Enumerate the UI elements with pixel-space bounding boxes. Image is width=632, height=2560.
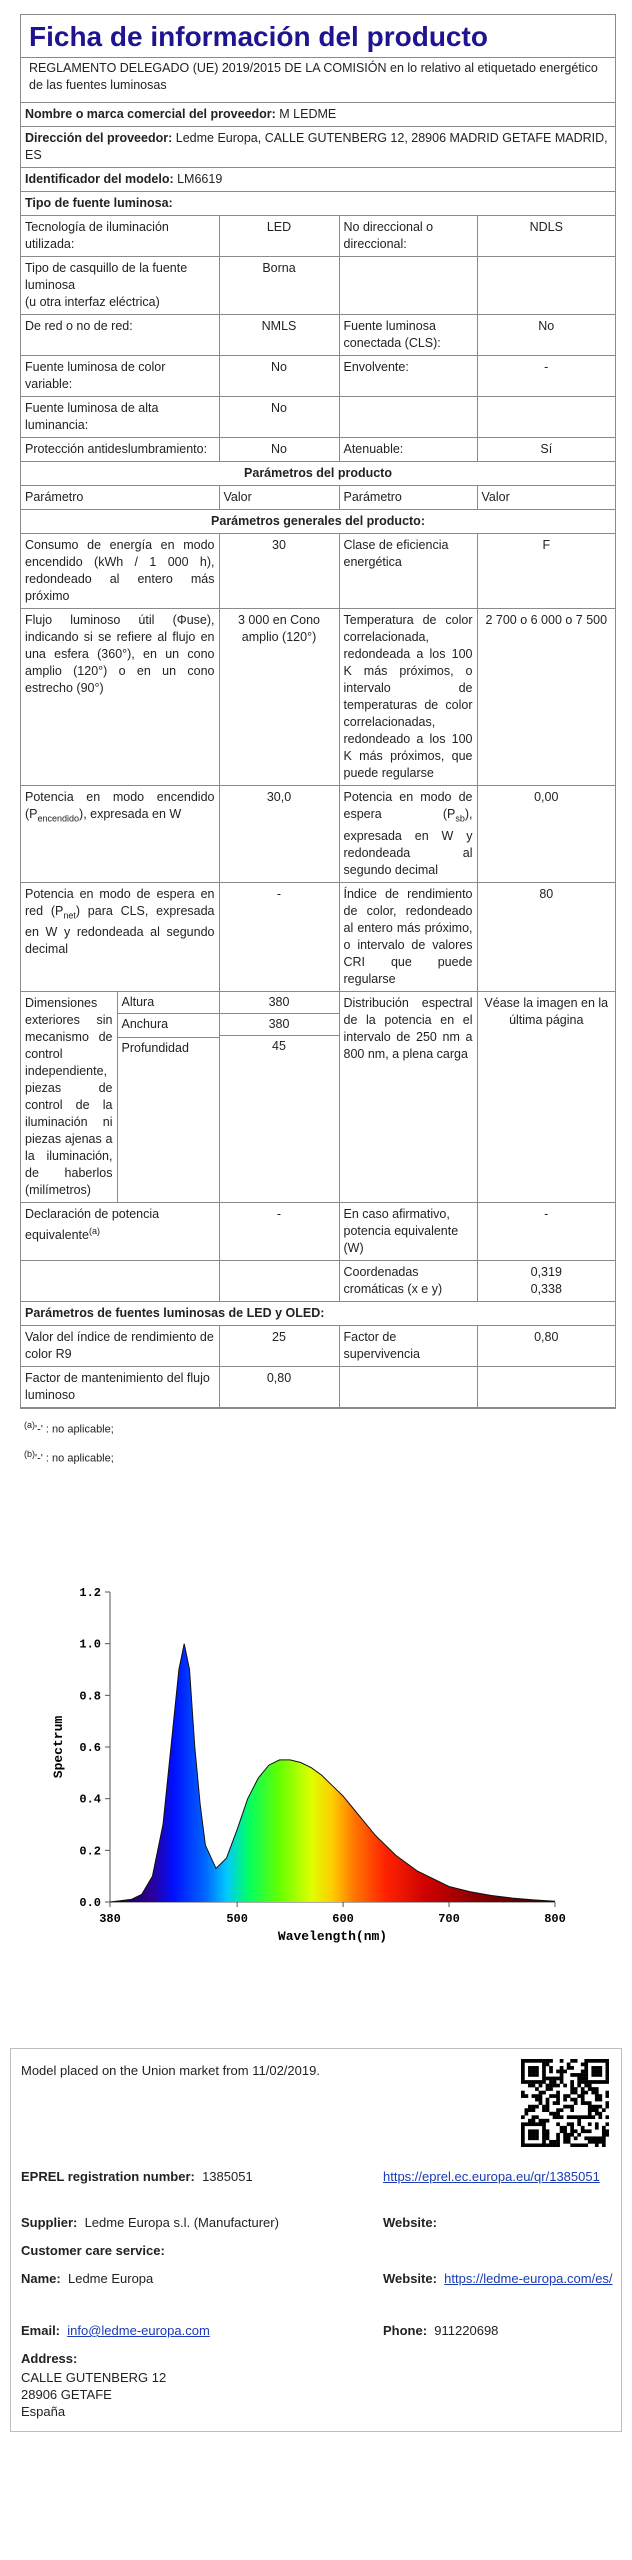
flujo-label: Flujo luminoso útil (Φuse), indicando si se refiere al flujo en una esfera (360°), en un cono amplio (120°) o en un cono estrecho (90°) [21, 609, 219, 786]
eprel-label: EPREL registration number: [21, 2169, 195, 2184]
table-row [21, 257, 615, 315]
params-header: Parámetros del producto [21, 462, 615, 486]
address-row [21, 127, 615, 168]
source-v1-3: No [219, 356, 339, 397]
table-row [21, 991, 615, 1202]
r9-label: Valor del índice de rendimiento de color R9 [21, 1325, 219, 1366]
care-label: Customer care service: [21, 2243, 165, 2258]
y-tick-label: 0.2 [79, 1844, 101, 1859]
surv-label: Factor de supervivencia [339, 1325, 477, 1366]
supplier-card-label: Supplier: [21, 2215, 78, 2230]
supplier-label: Nombre o marca comercial del proveedor: [25, 107, 276, 121]
spectrum-chart [20, 1570, 580, 1950]
supplier-card-value: Ledme Europa s.l. (Manufacturer) [84, 2215, 279, 2230]
pot-label: Potencia en modo encendido $(P_{encendido})$, expresada en W [21, 786, 219, 883]
model-value: LM6619 [177, 172, 223, 186]
source-type-header: Tipo de fuente luminosa: [21, 192, 615, 216]
address-line: CALLE GUTENBERG 12 [21, 2370, 167, 2385]
qr-code-icon [521, 2059, 609, 2147]
y-tick-label: 0.6 [79, 1741, 101, 1755]
page-title: Ficha de información del producto [29, 21, 488, 52]
table-row [21, 216, 615, 257]
x-tick-label: 500 [226, 1912, 248, 1926]
address-label: Dirección del proveedor: [25, 131, 173, 145]
pro-value: 45 [272, 1038, 286, 1053]
product-information-sheet [20, 14, 616, 1409]
supplier-value: M LEDME [279, 107, 337, 121]
source-l2-0: No direccional o direccional: [339, 216, 477, 257]
r9-value: 25 [219, 1325, 339, 1366]
source-v1-4: No [219, 397, 339, 438]
dimensions-values [219, 991, 339, 1202]
x-tick-label: 600 [332, 1912, 354, 1926]
placed-text: Model placed on the Union market from 11/02/2019. [21, 2063, 320, 2078]
coord-label: Coordenadas cromáticas (x e y) [339, 1260, 477, 1301]
mant-label: Factor de mantenimiento del flujo luminoso [21, 1366, 219, 1407]
source-l1-0: Tecnología de iluminación utilizada: [21, 216, 219, 257]
pred-value: - [219, 882, 339, 991]
table-row [21, 534, 615, 609]
address-value: Ledme Europa, CALLE GUTENBERG 12, 28906 MADRID GETAFE MADRID, ES [25, 131, 608, 162]
source-v1-1: Borna [219, 257, 339, 315]
y-tick-label: 1.2 [79, 1586, 101, 1600]
table-row [21, 786, 615, 883]
source-v2-5: Sí [477, 438, 615, 462]
spectrum-fill [110, 1592, 555, 1902]
params-columns-row [21, 486, 615, 510]
phone-value: 911220698 [434, 2323, 499, 2338]
temp-value: 2 700 o 6 000 o 7 500 [477, 609, 615, 786]
phone-label: Phone: [383, 2323, 428, 2338]
footnote: $^{(b)}$'-' : no aplicable; [24, 1448, 114, 1465]
table-row [21, 397, 615, 438]
source-l1-3: Fuente luminosa de color variable: [21, 356, 219, 397]
alt-label: Altura [117, 992, 219, 1014]
address-line: España [21, 2404, 66, 2419]
table-row [21, 609, 615, 786]
supplier-row [21, 103, 615, 127]
website2-label: Website: [383, 2271, 437, 2286]
source-l2-4 [339, 397, 477, 438]
consumo-label: Consumo de energía en modo encendido (kWh / 1 000 h), redondeado al entero más próximo [21, 534, 219, 609]
coord-value: 0,319 0,338 [477, 1260, 615, 1301]
footnote: $^{(a)}$'-' : no aplicable; [24, 1420, 114, 1436]
source-l1-1: Tipo de casquillo de la fuente luminosa (u otra interfaz eléctrica) [21, 257, 219, 315]
table-row [21, 1260, 615, 1301]
y-tick-label: 0.4 [79, 1792, 101, 1807]
general-header: Parámetros generales del producto: [21, 510, 615, 534]
anc-value: 380 [220, 1014, 339, 1036]
decl-label: Declaración de potencia equivalente$^{(a)}$ [21, 1202, 219, 1260]
led-header-row [21, 1301, 615, 1325]
y-tick-label: 0.8 [79, 1689, 101, 1704]
x-tick-label: 700 [438, 1912, 460, 1926]
pot-value: 30,0 [219, 786, 339, 883]
y-tick-label: 0.0 [79, 1896, 101, 1910]
source-v2-2: No [477, 315, 615, 356]
name-label: Name: [21, 2271, 61, 2286]
eprel-card [10, 2048, 622, 2432]
y-axis-label: Spectrum [51, 1715, 66, 1779]
source-v2-4 [477, 397, 615, 438]
temp-label: Temperatura de color correlacionada, redondeada a los 100 K más próximos, o intervalo de temperaturas de color correlacionadas, redondeado a los 100 K más próximos, que puede regularse [339, 609, 477, 786]
address-card-lines [21, 2369, 166, 2420]
pro-label: Profundidad [121, 1040, 189, 1055]
source-v1-5: No [219, 438, 339, 462]
col-value-2: Valor [477, 486, 615, 510]
dimensions-cell [21, 991, 219, 1202]
clase-label: Clase de eficiencia energética [339, 534, 477, 609]
mant-value: 0,80 [219, 1366, 339, 1407]
eprel-link[interactable]: https://eprel.ec.europa.eu/qr/1385051 [383, 2169, 600, 2184]
col-param-1: Parámetro [21, 486, 219, 510]
address-line: 28906 GETAFE [21, 2387, 112, 2402]
col-value-1: Valor [219, 486, 339, 510]
email-link[interactable]: info@ledme-europa.com [67, 2323, 210, 2338]
source-l1-2: De red o no de red: [21, 315, 219, 356]
name-value: Ledme Europa [67, 2271, 154, 2286]
source-v2-3: - [477, 356, 615, 397]
source-v1-2: NMLS [219, 315, 339, 356]
website-label: Website: [383, 2215, 437, 2230]
afirm-label: En caso afirmativo, potencia equivalente (W) [339, 1202, 477, 1260]
x-tick-label: 800 [544, 1912, 566, 1926]
info-table [21, 102, 615, 1408]
dist-label: Distribución espectral de la potencia en el intervalo de 250 nm a 800 nm, a plena carga [339, 991, 477, 1202]
source-l2-3: Envolvente: [339, 356, 477, 397]
pesp-value: 0,00 [477, 786, 615, 883]
flujo-value: 3 000 en Cono amplio (120°) [219, 609, 339, 786]
consumo-value: 30 [219, 534, 339, 609]
email-label: Email: [21, 2323, 61, 2338]
address-card-label: Address: [21, 2351, 78, 2366]
cri-value: 80 [477, 882, 615, 991]
anc-label: Anchura [117, 1014, 219, 1037]
x-axis-label: Wavelength(nm) [277, 1929, 388, 1944]
params-header-row [21, 462, 615, 486]
clase-value: F [477, 534, 615, 609]
table-row [21, 1325, 615, 1366]
pesp-label: Potencia en modo de espera $(P_{sb})$, expresada en W y redondeada al segundo decimal [339, 786, 477, 883]
surv-value: 0,80 [477, 1325, 615, 1366]
general-header-row [21, 510, 615, 534]
table-row [21, 1366, 615, 1407]
pred-label: Potencia en modo de espera en red $(P_{net})$ para CLS, expresada en W y redondeada al segundo decimal [21, 882, 219, 991]
table-row [21, 356, 615, 397]
regulation-text: REGLAMENTO DELEGADO (UE) 2019/2015 DE LA COMISIÓN en lo relativo al etiquetado energético de las fuentes luminosas [21, 57, 615, 102]
source-l1-4: Fuente luminosa de alta luminancia: [21, 397, 219, 438]
afirm-value: - [477, 1202, 615, 1260]
website2-link[interactable]: https://ledme-europa.com/es/ [444, 2271, 613, 2286]
model-label: Identificador del modelo: [25, 172, 174, 186]
model-row [21, 168, 615, 192]
source-v1-0: LED [219, 216, 339, 257]
eprel-value: 1385051 [202, 2169, 253, 2184]
source-type-header-row [21, 192, 615, 216]
source-l2-2: Fuente luminosa conectada (CLS): [339, 315, 477, 356]
source-v2-0: NDLS [477, 216, 615, 257]
source-l2-1 [339, 257, 477, 315]
col-param-2: Parámetro [339, 486, 477, 510]
dim-label: Dimensiones exteriores sin mecanismo de control independiente, piezas de control de la iluminación ni piezas ajenas a la iluminación, de haberlos (milímetros) [21, 992, 117, 1202]
table-row [21, 882, 615, 991]
source-v2-1 [477, 257, 615, 315]
decl-value: - [219, 1202, 339, 1260]
table-row [21, 315, 615, 356]
x-tick-label: 380 [99, 1912, 121, 1926]
table-row [21, 1202, 615, 1260]
alt-value: 380 [220, 992, 339, 1014]
dist-value: Véase la imagen en la última página [477, 991, 615, 1202]
table-row [21, 438, 615, 462]
cri-label: Índice de rendimiento de color, redondeado al entero más próximo, o intervalo de valores CRI que puede regularse [339, 882, 477, 991]
footnotes [22, 1413, 612, 1470]
led-header: Parámetros de fuentes luminosas de LED y OLED: [21, 1301, 615, 1325]
source-l2-5: Atenuable: [339, 438, 477, 462]
y-tick-label: 1.0 [79, 1637, 101, 1652]
source-l1-5: Protección antideslumbramiento: [21, 438, 219, 462]
